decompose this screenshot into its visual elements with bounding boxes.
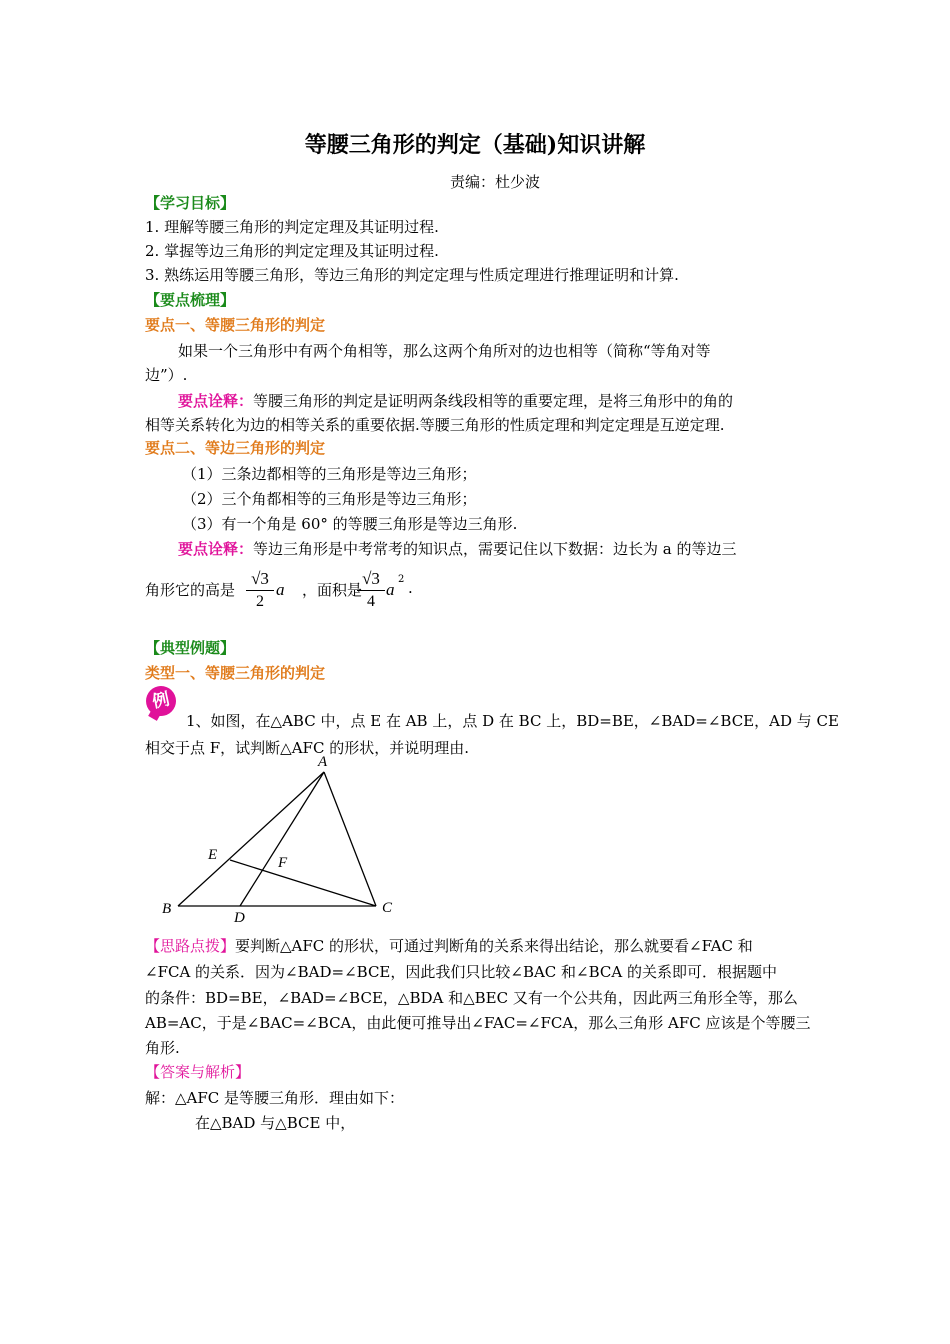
height-variable: a xyxy=(276,580,285,599)
period: . xyxy=(408,579,413,597)
point2-title: 要点二、等边三角形的判定 xyxy=(145,439,326,457)
note2-pre: 角形它的高是 xyxy=(145,581,236,599)
height-numerator: √3 xyxy=(246,568,274,591)
area-variable: a xyxy=(386,580,395,599)
solution-line: 在△BAD 与△BCE 中， xyxy=(195,1114,356,1132)
height-fraction xyxy=(246,568,274,613)
segment-ce xyxy=(230,860,376,906)
label-e: E xyxy=(208,847,218,863)
note1-cont: 相等关系转化为边的相等关系的重要依据.等腰三角形的性质定理和判定定理是互逆定理. xyxy=(145,416,725,434)
hint-line: 的条件：BD=BE，∠BAD=∠BCE，△BDA 和△BEC 又有一个公共角，因此两三角形全等，那么 xyxy=(145,989,798,1007)
triangle-figure xyxy=(150,750,410,930)
answer-label: 【答案与解析】 xyxy=(145,1063,251,1081)
label-b: B xyxy=(162,901,172,917)
point2-item: （3）有一个角是 60° 的等腰三角形是等边三角形. xyxy=(182,515,518,533)
note-label: 要点诠释： xyxy=(178,392,254,410)
hint-line: AB=AC，于是∠BAC=∠BCA，由此便可推导出∠FAC=∠FCA，那么三角形 AFC 应该是个等腰三 xyxy=(145,1014,811,1032)
note-label: 要点诠释： xyxy=(178,540,254,558)
author-line: 责编：杜少波 xyxy=(449,173,540,191)
note2-text: 等边三角形是中考常考的知识点，需要记住以下数据：边长为 a 的等边三 xyxy=(253,540,737,558)
point2-item: （2）三个角都相等的三角形是等边三角形； xyxy=(182,490,477,508)
area-exponent: 2 xyxy=(398,574,405,585)
note2 xyxy=(178,538,737,559)
examples-header: 【典型例题】 xyxy=(145,639,236,657)
area-fraction xyxy=(357,568,385,613)
side-ab xyxy=(178,772,324,906)
area-denominator: 4 xyxy=(367,593,375,610)
goal-item: 2. 掌握等边三角形的判定定理及其证明过程. xyxy=(145,242,439,260)
point1-text-cont: 边”）. xyxy=(145,366,188,384)
note1 xyxy=(178,390,733,411)
note1-text: 等腰三角形的判定是证明两条线段相等的重要定理，是将三角形中的角的 xyxy=(253,392,734,410)
hint-line: ∠FCA 的关系．因为∠BAD=∠BCE，因此我们只比较∠BAC 和∠BCA 的关系即可．根据题中 xyxy=(145,963,777,981)
example1-text-cont: 相交于点 F，试判断△AFC 的形状，并说明理由. xyxy=(145,739,469,757)
side-ac xyxy=(324,772,376,906)
note2-mid: ，面积是 xyxy=(302,581,363,599)
label-a: A xyxy=(318,754,328,770)
goals-header: 【学习目标】 xyxy=(145,194,236,212)
height-denominator: 2 xyxy=(256,593,264,610)
points-header: 【要点梳理】 xyxy=(145,291,236,309)
hint-line: 角形. xyxy=(145,1039,180,1057)
hint-text: 要判断△AFC 的形状，可通过判断角的关系来得出结论，那么就要看∠FAC 和 xyxy=(235,937,753,955)
hint-label: 【思路点拨】 xyxy=(145,937,236,955)
label-c: C xyxy=(382,900,393,916)
label-d: D xyxy=(234,910,245,926)
goal-item: 1. 理解等腰三角形的判定定理及其证明过程. xyxy=(145,218,439,236)
solution-line: 解：△AFC 是等腰三角形．理由如下： xyxy=(145,1089,405,1107)
label-f: F xyxy=(278,855,288,871)
area-numerator: √3 xyxy=(357,568,385,591)
point1-text: 如果一个三角形中有两个角相等，那么这两个角所对的边也相等（简称“等角对等 xyxy=(178,342,711,360)
example-badge-icon: 例 xyxy=(143,683,179,719)
example1-text: 1、如图，在△ABC 中，点 E 在 AB 上，点 D 在 BC 上，BD=BE，∠BAD=∠BCE，AD 与 CE xyxy=(186,712,839,730)
page-title: 等腰三角形的判定（基础)知识讲解 xyxy=(304,132,646,158)
hint-line xyxy=(145,935,753,956)
point1-title: 要点一、等腰三角形的判定 xyxy=(145,316,326,334)
goal-item: 3. 熟练运用等腰三角形，等边三角形的判定定理与性质定理进行推理证明和计算. xyxy=(145,266,679,284)
type1-title: 类型一、等腰三角形的判定 xyxy=(145,664,326,682)
point2-item: （1）三条边都相等的三角形是等边三角形； xyxy=(182,465,477,483)
